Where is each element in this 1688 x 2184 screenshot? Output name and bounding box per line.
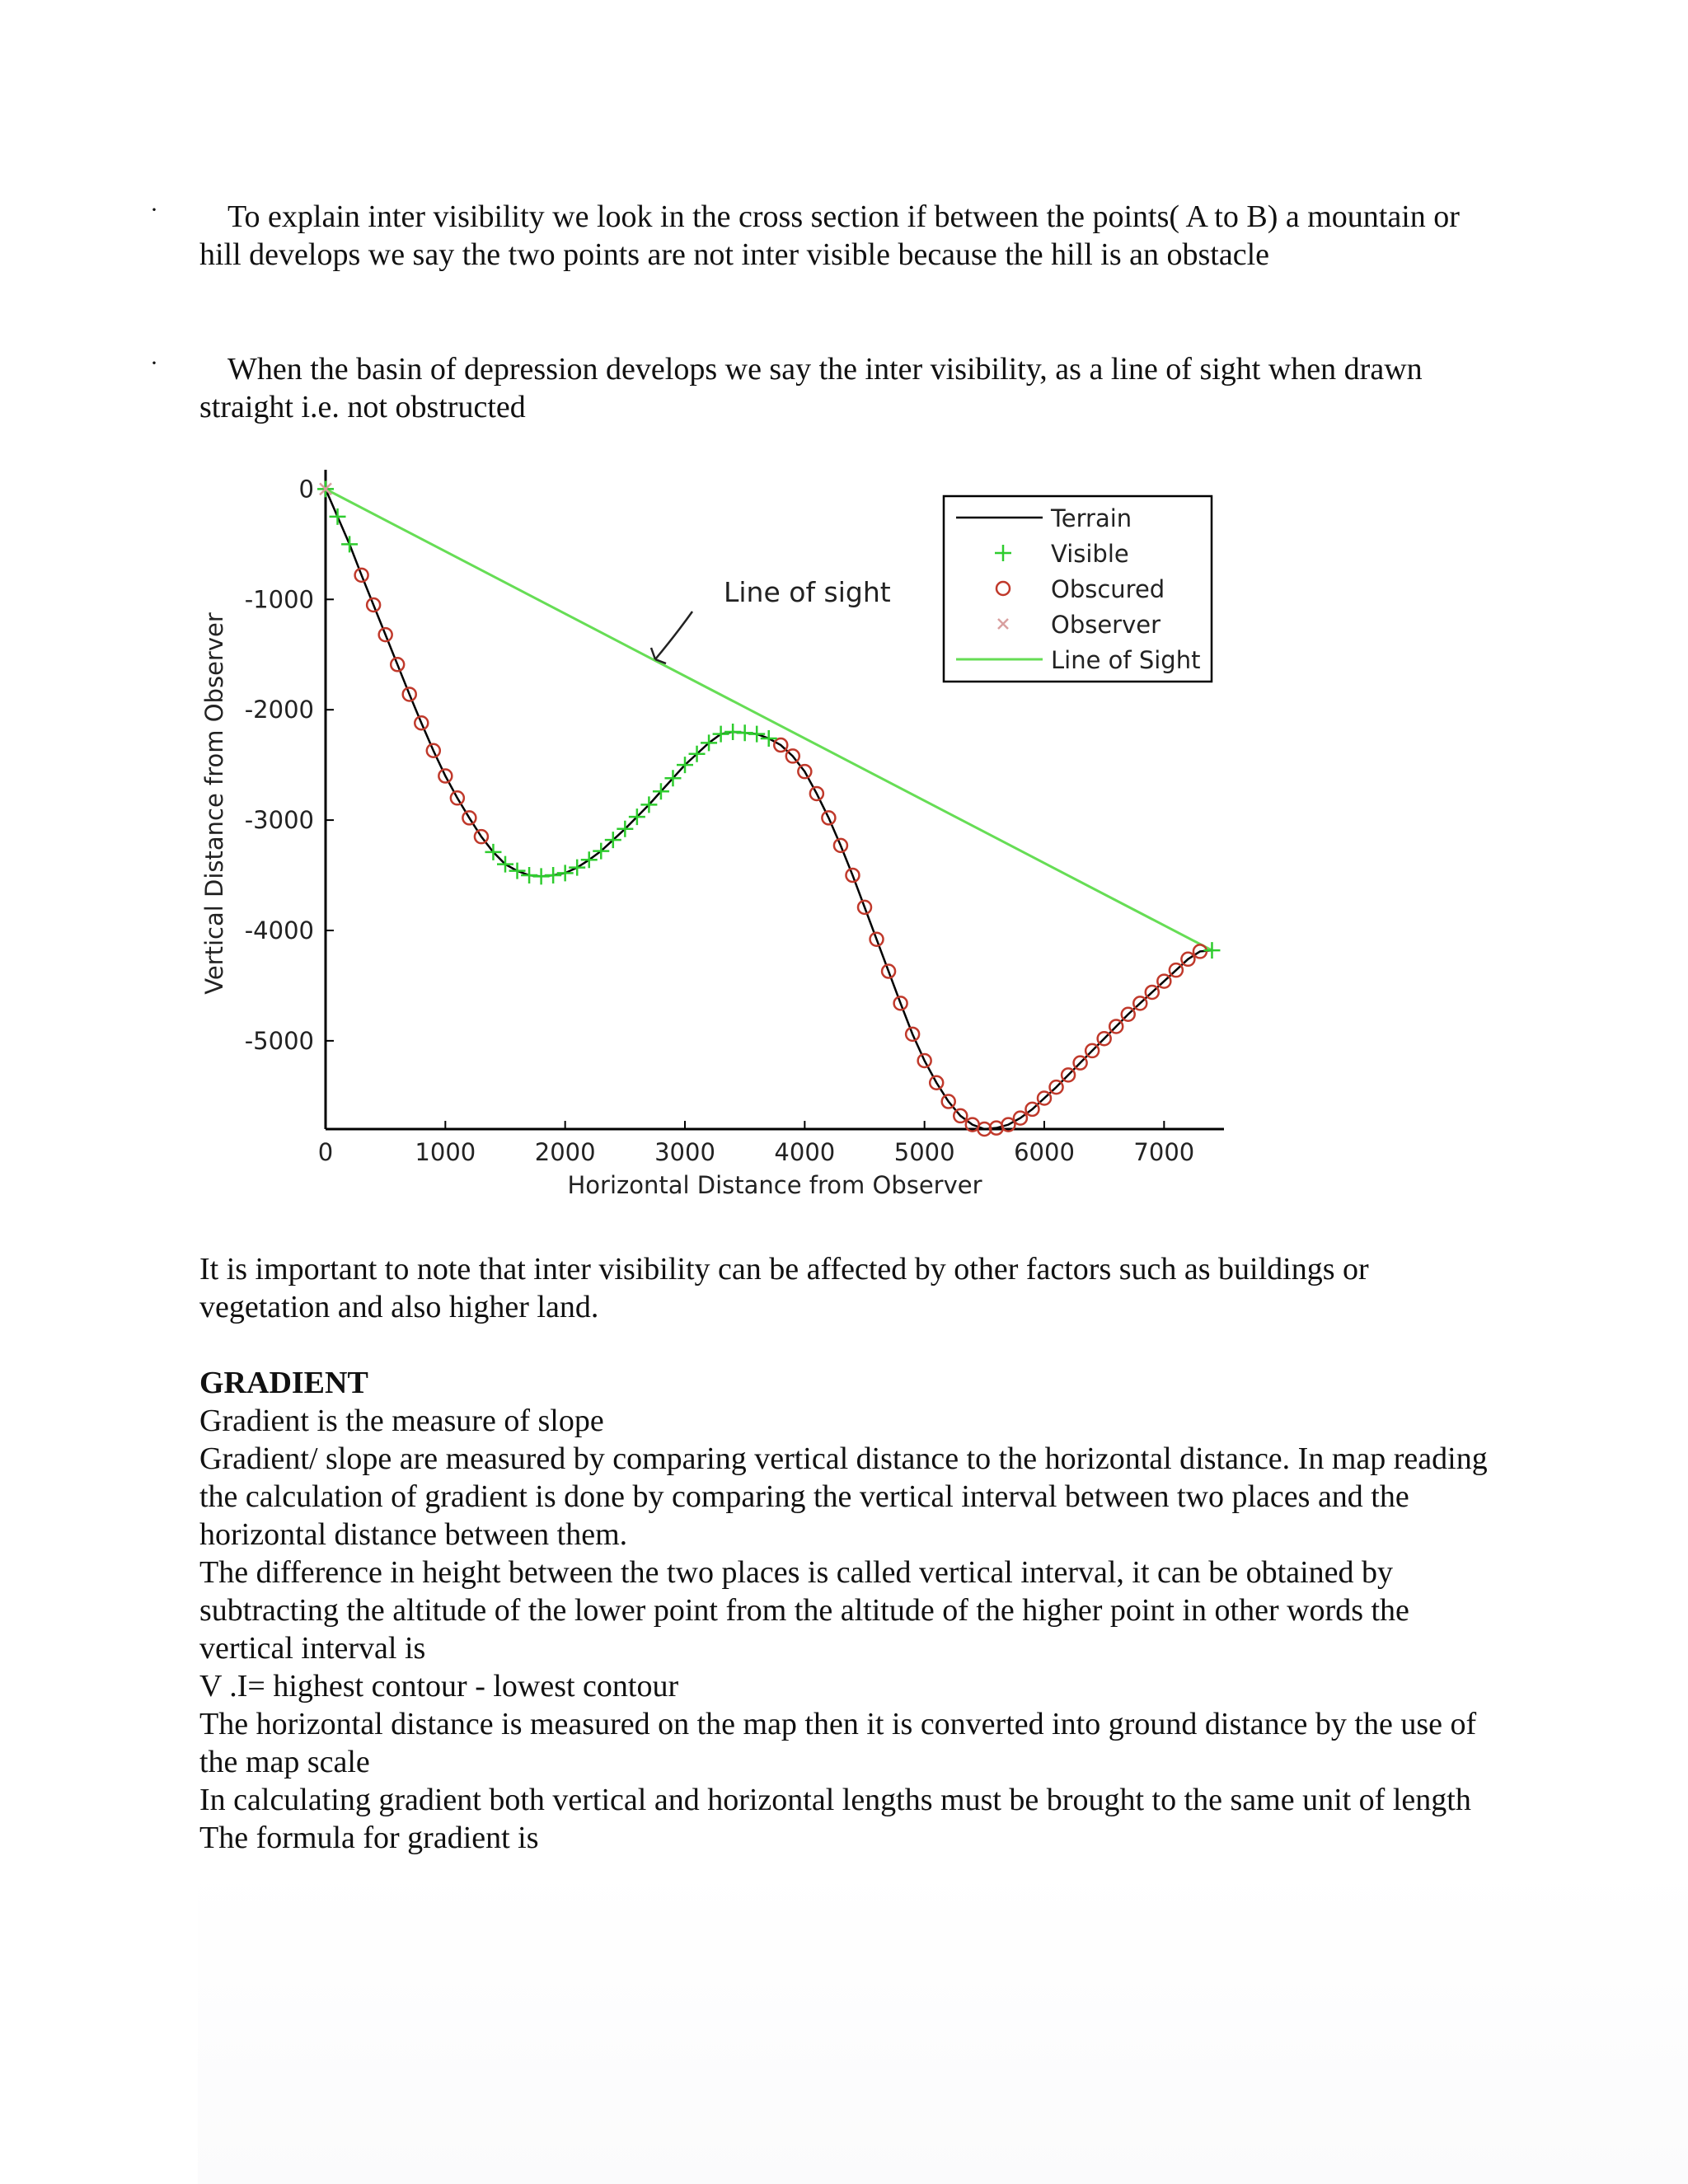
x-tick-label: 4000 — [774, 1138, 836, 1166]
x-tick-label: 2000 — [534, 1138, 596, 1166]
x-tick-label: 3000 — [654, 1138, 715, 1166]
gradient-line: The horizontal distance is measured on the map then it is converted into ground distance by the use of the map scale — [199, 1707, 1477, 1779]
legend-label: Line of Sight — [1051, 646, 1201, 674]
visible-point — [737, 724, 753, 741]
bullet-paragraph — [199, 198, 1485, 274]
x-tick-label: 7000 — [1133, 1138, 1195, 1166]
gradient-line: The difference in height between the two places is called vertical interval, it can be obtained by subtracting the altitude of the lower point from the altitude of the higher point in other words the vertical interval is — [199, 1555, 1409, 1666]
x-tick-label: 5000 — [893, 1138, 955, 1166]
visible-point — [581, 851, 598, 868]
visible-point — [724, 724, 741, 740]
bullet-text: When the basin of depression develops we say the inter visibility, as a line of sight when drawn straight i.e. not obstructed — [199, 352, 1423, 424]
visible-point — [330, 509, 346, 525]
page-shading — [198, 1863, 1688, 2184]
gradient-line: In calculating gradient both vertical and horizontal lengths must be brought to the same unit of length — [199, 1783, 1471, 1817]
gradient-line: Gradient/ slope are measured by comparing vertical distance to the horizontal distance. In map reading the calculation of gradient is done by comparing the vertical interval between two places and the horizontal distance between them. — [199, 1441, 1488, 1552]
visible-point — [1203, 942, 1220, 958]
y-tick-label: -4000 — [244, 916, 314, 944]
bullet-paragraph — [199, 350, 1485, 426]
visible-point — [748, 726, 765, 743]
legend-label: Visible — [1051, 540, 1129, 568]
bullet-marker: · — [150, 349, 158, 377]
x-tick-label: 6000 — [1014, 1138, 1075, 1166]
legend-label: Observer — [1051, 611, 1161, 639]
gradient-line: Gradient is the measure of slope — [199, 1404, 604, 1438]
line-of-sight-chart — [190, 462, 1261, 1203]
bullet-marker: · — [150, 196, 158, 223]
x-tick-label: 0 — [317, 1138, 334, 1166]
bullet-text: To explain inter visibility we look in the cross section if between the points( A to B) a mountain or hill develops we say the two points are not inter visible because the hill is an obstacle — [199, 199, 1460, 272]
annotation-label: Line of sight — [724, 576, 891, 608]
x-tick-label: 1000 — [415, 1138, 476, 1166]
gradient-line: V .I= highest contour - lowest contour — [199, 1669, 679, 1704]
visible-point — [521, 867, 537, 883]
y-axis-label: Vertical Distance from Observer — [200, 612, 228, 995]
legend-label: Obscured — [1051, 575, 1165, 603]
note-paragraph: It is important to note that inter visibility can be affected by other factors such as buildings or vegetation and also higher land. — [199, 1252, 1369, 1324]
legend-label: Terrain — [1051, 504, 1132, 532]
y-tick-label: -3000 — [244, 806, 314, 835]
y-tick-label: -1000 — [244, 585, 314, 614]
visible-point — [341, 536, 358, 552]
visible-point — [545, 867, 561, 883]
gradient-line: The formula for gradient is — [199, 1821, 539, 1855]
annotation-arrow — [651, 612, 692, 663]
x-axis-label: Horizontal Distance from Observer — [567, 1171, 982, 1199]
y-tick-label: 0 — [298, 475, 314, 504]
y-tick-label: -5000 — [244, 1026, 314, 1055]
gradient-body — [199, 1402, 1492, 1857]
visible-point — [713, 726, 729, 743]
y-tick-label: -2000 — [244, 696, 314, 724]
visible-point — [533, 868, 550, 884]
section-heading: GRADIENT — [199, 1366, 368, 1400]
